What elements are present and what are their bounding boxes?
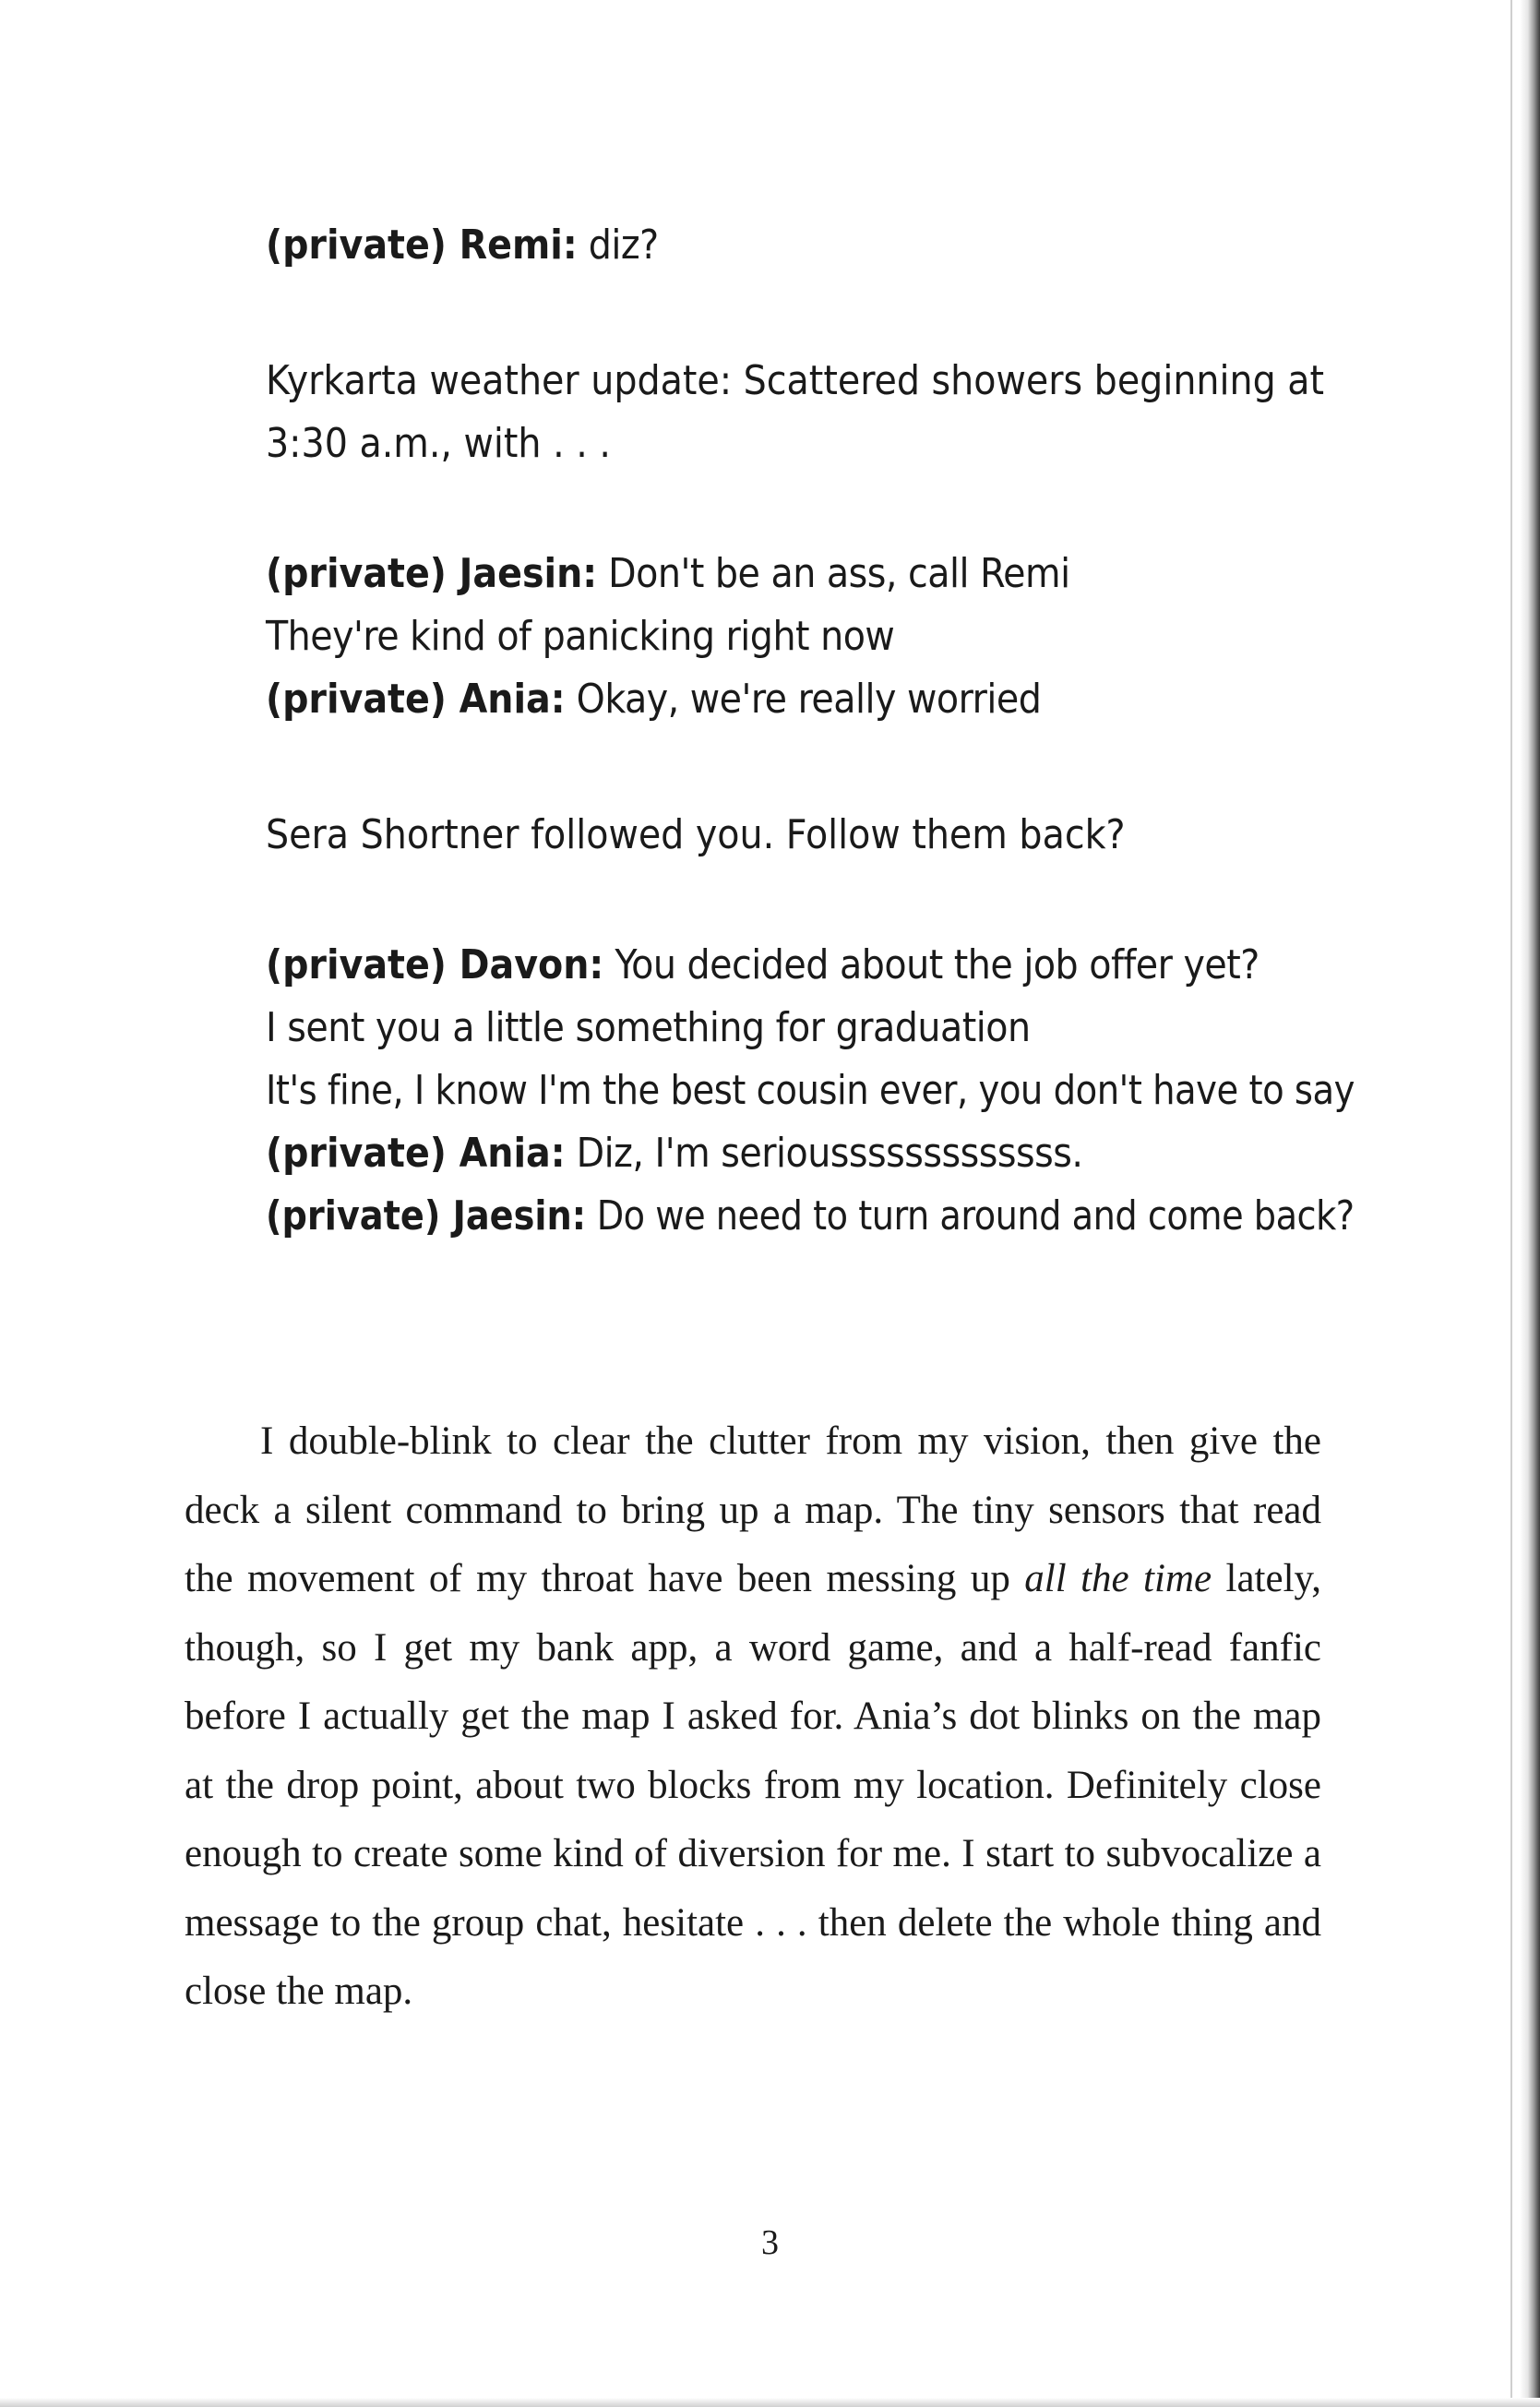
message-remi bbox=[266, 214, 1355, 277]
message-feed bbox=[266, 214, 1355, 1248]
message-continuation: It's fine, I know I'm the best cousin ever, you don't have to say bbox=[266, 1067, 1355, 1114]
message-text: Don't be an ass, call Remi bbox=[597, 550, 1070, 597]
message-text: diz? bbox=[577, 222, 659, 269]
message-text: Okay, we're really worried bbox=[565, 676, 1042, 723]
message-sender: (private) Ania: bbox=[266, 676, 566, 723]
emphasized-text: all the time bbox=[1024, 1557, 1212, 1600]
message-sender: (private) Ania: bbox=[266, 1130, 566, 1177]
message-sender: (private) Remi: bbox=[266, 222, 578, 269]
message-text: Diz, I'm seriousssssssssssss. bbox=[565, 1130, 1083, 1177]
message-continuation: They're kind of panicking right now bbox=[266, 613, 895, 660]
paragraph-text: lately, though, so I get my bank app, a word game, and a half-read fanfic before I actually get the map I asked for. Ania’s dot blinks on the map at the drop point, about two blocks from my location. Definitely close enough to create some kind of diversion for me. I start to subvocalize a message to the group chat, hesitate . . . then delete the whole thing and close the map. bbox=[185, 1557, 1321, 2013]
weather-notification-line-1: Kyrkarta weather update: Scattered showers beginning at bbox=[266, 357, 1325, 404]
message-sender: (private) Jaesin: bbox=[266, 1192, 587, 1239]
message-ania bbox=[266, 1122, 1355, 1185]
message-continuation: I sent you a little something for graduation bbox=[266, 1004, 1031, 1051]
page-edge-shadow bbox=[1520, 0, 1540, 2407]
message-jaesin bbox=[266, 543, 1355, 605]
weather-notification-line-2: 3:30 a.m., with . . . bbox=[266, 420, 611, 467]
message-sender: (private) Davon: bbox=[266, 941, 604, 988]
message-text: Do we need to turn around and come back? bbox=[586, 1192, 1355, 1239]
message-davon bbox=[266, 934, 1355, 997]
page-number: 3 bbox=[761, 2223, 779, 2262]
follow-notification: Sera Shortner followed you. Follow them back? bbox=[266, 811, 1126, 858]
message-jaesin bbox=[266, 1185, 1355, 1248]
narrative-paragraph bbox=[185, 1407, 1321, 2027]
message-sender: (private) Jaesin: bbox=[266, 550, 598, 597]
message-text: You decided about the job offer yet? bbox=[603, 941, 1259, 988]
page-bottom-shadow bbox=[0, 2398, 1540, 2407]
page-edge-line bbox=[1510, 0, 1512, 2407]
paragraph-text: I double-blink to clear the clutter from my vision, then give the deck a silent command to bring up a map. The tiny sensors that read the movement of my throat have been messing up bbox=[185, 1419, 1321, 1600]
message-ania bbox=[266, 668, 1355, 731]
